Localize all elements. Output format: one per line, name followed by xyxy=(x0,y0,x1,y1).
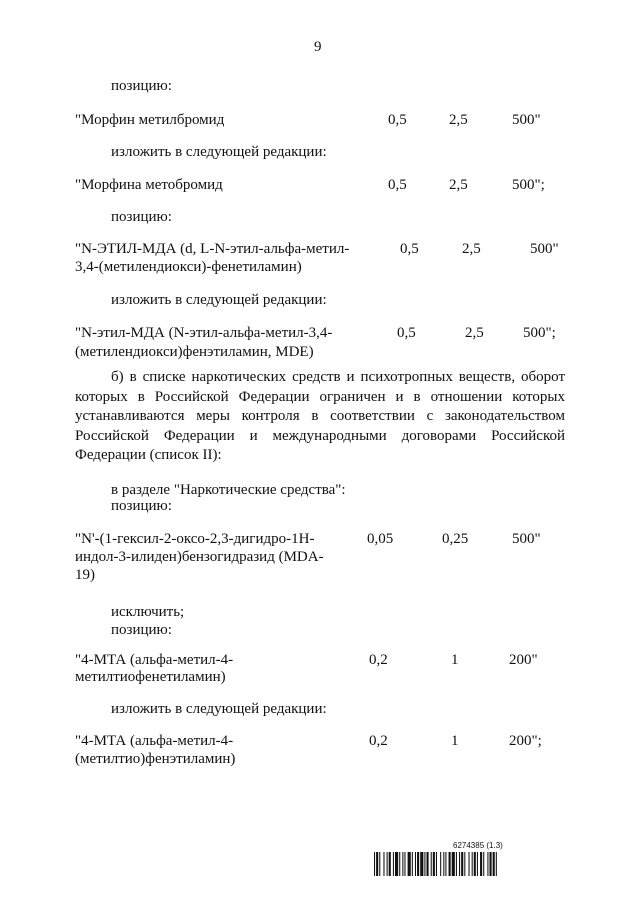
barcode-bar xyxy=(459,852,460,876)
barcode-bar xyxy=(424,852,425,876)
barcode-bar xyxy=(469,852,470,876)
barcode-bar xyxy=(376,852,378,876)
row-name: индол-3-илиден)бензогидразид (MDA- xyxy=(75,549,324,565)
text-line: изложить в следующей редакции: xyxy=(111,292,327,308)
barcode-bar xyxy=(393,852,394,876)
barcode-bar xyxy=(389,852,391,876)
barcode-bar xyxy=(415,852,416,876)
row-name: (метилтио)фенэтиламин) xyxy=(75,751,236,767)
row-name: 19) xyxy=(75,567,95,583)
row-name: "N-ЭТИЛ-МДА (d, L-N-этил-альфа-метил- xyxy=(75,241,350,257)
text-line: позицию: xyxy=(111,209,172,225)
barcode-bar xyxy=(412,852,413,876)
text-line: позицию: xyxy=(111,622,172,638)
row-value: 0,5 xyxy=(388,177,407,193)
row-value: 0,2 xyxy=(369,652,388,668)
barcode-bar xyxy=(445,852,446,876)
barcode-bar xyxy=(402,852,403,876)
barcode-bar xyxy=(487,852,488,876)
barcode-bar xyxy=(443,852,444,876)
row-name: "Морфин метилбромид xyxy=(75,112,225,128)
row-name: (метилендиокси)фенэтиламин, MDE) xyxy=(75,344,314,360)
barcode-bar xyxy=(420,852,423,876)
barcode-bar xyxy=(490,852,492,876)
row-value: 2,5 xyxy=(449,177,468,193)
row-name: "N'-(1-гексил-2-оксо-2,3-дигидро-1H- xyxy=(75,531,315,547)
barcode-bar xyxy=(440,852,441,876)
row-name: "Морфина метобромид xyxy=(75,177,223,193)
text-line: изложить в следующей редакции: xyxy=(111,144,327,160)
row-value: 200" xyxy=(509,652,538,668)
row-value: 1 xyxy=(451,733,459,749)
row-value: 500"; xyxy=(512,177,545,193)
barcode-bar xyxy=(387,852,388,876)
row-name: "4-МТА (альфа-метил-4- xyxy=(75,733,234,749)
row-value: 0,25 xyxy=(442,531,469,547)
row-value: 0,5 xyxy=(397,325,416,341)
barcode-bar xyxy=(464,852,465,876)
row-value: 500" xyxy=(512,112,541,128)
barcode-bar xyxy=(383,852,384,876)
barcode-bar xyxy=(474,852,476,876)
barcode-bar xyxy=(427,852,429,876)
barcode-bar xyxy=(461,852,463,876)
row-value: 1 xyxy=(451,652,459,668)
barcode-bar xyxy=(449,852,451,876)
text-line: исключить; xyxy=(111,604,185,620)
text-line: в разделе "Наркотические средства": xyxy=(111,482,346,498)
row-value: 0,5 xyxy=(400,241,419,257)
row-value: 2,5 xyxy=(465,325,484,341)
barcode-number: 6274385 (1.3) xyxy=(453,841,503,850)
row-value: 200"; xyxy=(509,733,542,749)
barcode-bar xyxy=(404,852,405,876)
barcode-bar xyxy=(493,852,495,876)
row-value: 0,05 xyxy=(367,531,394,547)
row-value: 500" xyxy=(530,241,559,257)
barcode-bar xyxy=(496,852,497,876)
barcode-bar xyxy=(436,852,437,876)
barcode-bar xyxy=(480,852,482,876)
row-value: 2,5 xyxy=(462,241,481,257)
barcode-bar xyxy=(477,852,478,876)
barcode-bar xyxy=(395,852,398,876)
barcode-bar xyxy=(456,852,457,876)
barcode-bar xyxy=(408,852,411,876)
barcode-bar xyxy=(399,852,400,876)
row-value: 500"; xyxy=(523,325,556,341)
paragraph-b: б) в списке наркотических средств и психотропных веществ, оборот которых в Российской Федерации ограничен и в отношении которых устанавливаются меры контроля в соответствии с законодательством Российской Федерации и международными договорами Российской Федерации (список II): xyxy=(75,369,565,463)
text-line: изложить в следующей редакции: xyxy=(111,701,327,717)
text-line: позицию: xyxy=(111,498,172,514)
row-value: 0,5 xyxy=(388,112,407,128)
barcode-bar xyxy=(433,852,435,876)
row-value: 500" xyxy=(512,531,541,547)
row-value: 2,5 xyxy=(449,112,468,128)
row-name: "4-МТА (альфа-метил-4- xyxy=(75,652,234,668)
row-name: "N-этил-МДА (N-этил-альфа-метил-3,4- xyxy=(75,325,333,341)
barcode xyxy=(374,852,594,876)
page-number: 9 xyxy=(314,39,322,55)
row-value: 0,2 xyxy=(369,733,388,749)
barcode-bar xyxy=(452,852,455,876)
row-name: 3,4-(метилендиокси)-фенетиламин) xyxy=(75,259,302,275)
barcode-bar xyxy=(417,852,419,876)
barcode-bar xyxy=(379,852,380,876)
barcode-bar xyxy=(431,852,432,876)
text-line: позицию: xyxy=(111,78,172,94)
barcode-bar xyxy=(374,852,375,876)
row-name: метилтиофенетиламин) xyxy=(75,669,226,685)
barcode-bar xyxy=(483,852,484,876)
barcode-bar xyxy=(472,852,473,876)
